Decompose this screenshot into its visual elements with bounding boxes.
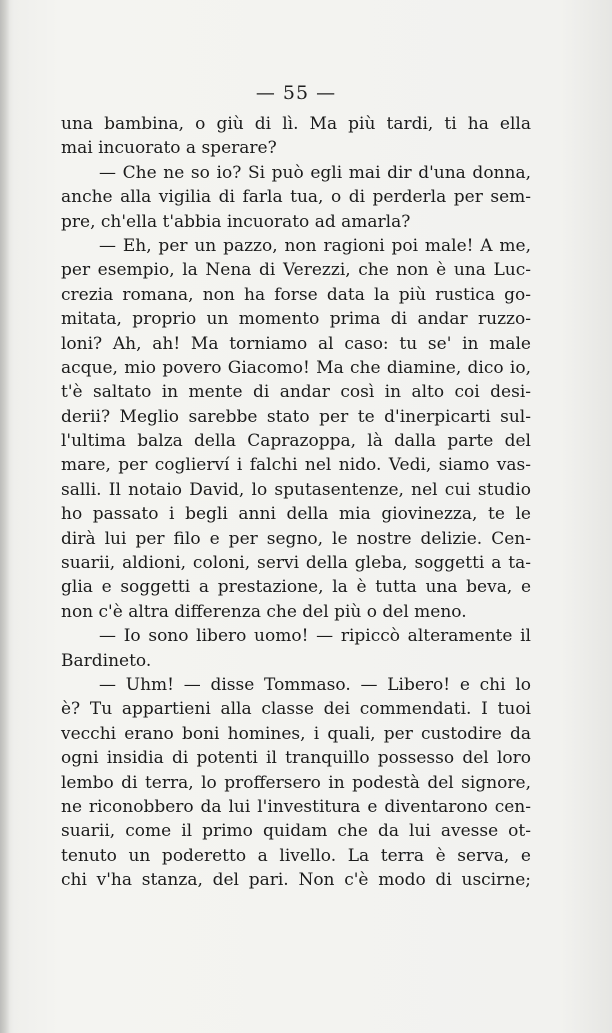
text-line: crezia romana, non ha forse data la più rustica go- <box>61 284 531 305</box>
text-line: acque, mio povero Giacomo! Ma che diamine, dico io, <box>61 357 531 378</box>
text-line: Bardineto. <box>61 650 152 671</box>
text-line: dirà lui per filo e per segno, le nostre delizie. Cen- <box>61 528 531 549</box>
page-number: — 55 — <box>255 82 337 104</box>
text-line: loni? Ah, ah! Ma torniamo al caso: tu se' in male <box>61 333 531 354</box>
text-line: ogni insidia di potenti il tranquillo possesso del loro <box>61 748 531 769</box>
text-line: vecchi erano boni homines, i quali, per custodire da <box>61 723 531 744</box>
text-line: pre, ch'ella t'abbia incuorato ad amarla? <box>61 211 411 232</box>
text-line: — Che ne so io? Si può egli mai dir d'una donna, <box>99 162 531 183</box>
text-line: chi v'ha stanza, del pari. Non c'è modo di uscirne; <box>61 870 531 891</box>
text-line: una bambina, o giù di lì. Ma più tardi, ti ha ella <box>61 114 531 134</box>
text-line: glia e soggetti a prestazione, la è tutta una beva, e <box>61 577 531 598</box>
text-line: ho passato i begli anni della mia giovinezza, te le <box>61 504 531 525</box>
text-line: salli. Il notaio David, lo sputasentenze, nel cui studio <box>61 479 531 500</box>
text-line: per esempio, la Nena di Verezzi, che non è una Luc- <box>61 260 531 281</box>
text-line: ne riconobbero da lui l'investitura e diventarono cen- <box>61 796 531 817</box>
text-line: t'è saltato in mente di andar così in alto coi desi- <box>61 382 531 403</box>
text-line: anche alla vigilia di farla tua, o di perderla per sem- <box>61 187 531 208</box>
text-line: — Uhm! — disse Tommaso. — Libero! e chi lo <box>99 674 531 695</box>
text-line: — Eh, per un pazzo, non ragioni poi male! A me, <box>99 235 531 256</box>
text-line: l'ultima balza della Caprazoppa, là dalla parte del <box>61 431 531 452</box>
text-line: tenuto un poderetto a livello. La terra è serva, e <box>61 845 531 866</box>
text-line: suarii, aldioni, coloni, servi della gleba, soggetti a ta- <box>61 553 531 574</box>
text-line: mai incuorato a sperare? <box>61 138 277 159</box>
binding-shadow <box>0 0 10 1033</box>
text-line: mare, per coglierví i falchi nel nido. Vedi, siamo vas- <box>61 455 531 476</box>
text-line: — Io sono libero uomo! — ripiccò alteramente il <box>99 626 531 647</box>
text-line: è? Tu appartieni alla classe dei commendati. I tuoi <box>61 699 531 720</box>
body-text <box>61 112 531 893</box>
text-line: mitata, proprio un momento prima di andar ruzzo- <box>61 309 531 330</box>
text-line: lembo di terra, lo proffersero in podestà del signore, <box>61 772 531 793</box>
text-line: suarii, come il primo quidam che da lui avesse ot- <box>61 821 531 842</box>
text-line: non c'è altra differenza che del più o del meno. <box>61 601 467 622</box>
text-line: derii? Meglio sarebbe stato per te d'inerpicarti sul- <box>61 406 531 427</box>
